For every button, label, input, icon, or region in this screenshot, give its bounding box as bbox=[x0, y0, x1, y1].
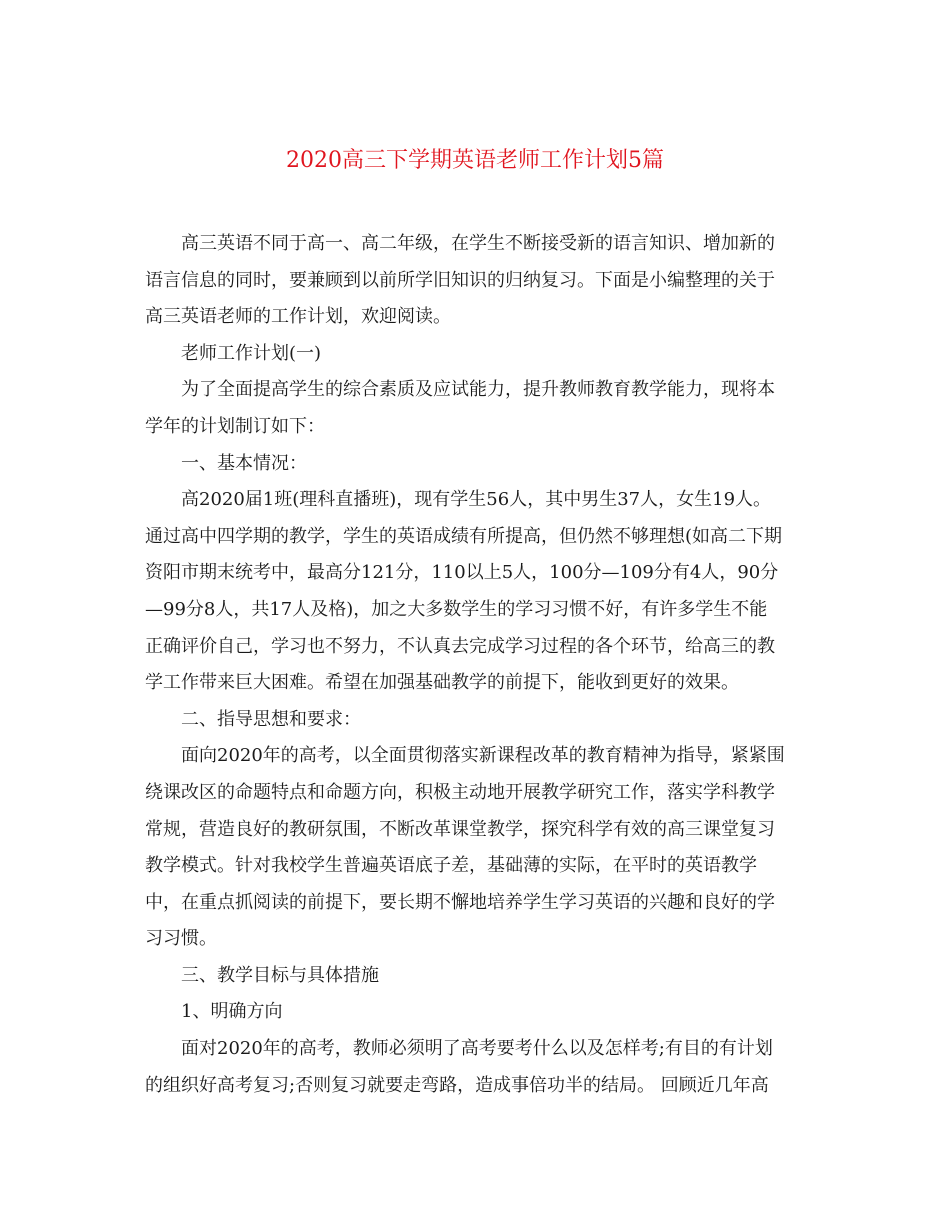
text-line: 的组织好高考复习;否则复习就要走弯路，造成事倍功半的结局。 回顾近几年高 bbox=[145, 1074, 769, 1096]
text-line: 学工作带来巨大困难。希望在加强基础教学的前提下，能收到更好的效果。 bbox=[145, 672, 739, 694]
text-line: 中，在重点抓阅读的前提下，要长期不懈地培养学生学习英语的兴趣和良好的学 bbox=[145, 891, 775, 913]
text-line: 教学模式。针对我校学生普遍英语底子差，基础薄的实际，在平时的英语教学 bbox=[145, 855, 757, 877]
text-line: 高三英语不同于高一、高二年级，在学生不断接受新的语言知识、增加新的 bbox=[181, 233, 775, 254]
text-line: 二、指导思想和要求： bbox=[181, 708, 361, 730]
text-line: 老师工作计划(一) bbox=[181, 342, 322, 364]
text-line: 习习惯。 bbox=[145, 928, 217, 950]
text-line: 1、明确方向 bbox=[181, 1001, 283, 1023]
text-line: 三、教学目标与具体措施 bbox=[181, 964, 379, 986]
document-body bbox=[145, 226, 809, 1104]
text-line: 面对2020年的高考，教师必须明了高考要考什么以及怎样考;有目的有计划 bbox=[181, 1038, 773, 1060]
text-line: 为了全面提高学生的综合素质及应试能力，提升教师教育教学能力，现将本 bbox=[181, 379, 775, 401]
text-line: 面向2020年的高考，以全面贯彻落实新课程改革的教育精神为指导，紧紧围 bbox=[181, 745, 785, 767]
text-line: 资阳市期末统考中，最高分121分，110以上5人，100分—109分有4人，90分 bbox=[145, 562, 779, 584]
document-title: 2020高三下学期英语老师工作计划5篇 bbox=[286, 148, 664, 173]
text-line: 高三英语老师的工作计划，欢迎阅读。 bbox=[145, 306, 451, 328]
text-line: 高2020届1班(理科直播班)，现有学生56人，其中男生37人，女生19人。 bbox=[181, 489, 772, 511]
text-line: 一、基本情况： bbox=[181, 452, 307, 474]
text-line: 学年的计划制订如下： bbox=[145, 415, 325, 437]
text-line: —99分8人，共17人及格)，加之大多数学生的学习习惯不好，有许多学生不能 bbox=[145, 598, 768, 620]
text-line: 正确评价自己，学习也不努力，不认真去完成学习过程的各个环节，给高三的教 bbox=[145, 635, 775, 657]
text-line: 绕课改区的命题特点和命题方向，积极主动地开展教学研究工作，落实学科教学 bbox=[145, 781, 775, 803]
text-line: 通过高中四学期的教学，学生的英语成绩有所提高，但仍然不够理想(如高二下期 bbox=[145, 525, 783, 547]
text-line: 常规，营造良好的教研氛围，不断改革课堂教学，探究科学有效的高三课堂复习 bbox=[145, 818, 775, 840]
text-line: 语言信息的同时，要兼顾到以前所学旧知识的归纳复习。下面是小编整理的关于 bbox=[145, 269, 775, 291]
